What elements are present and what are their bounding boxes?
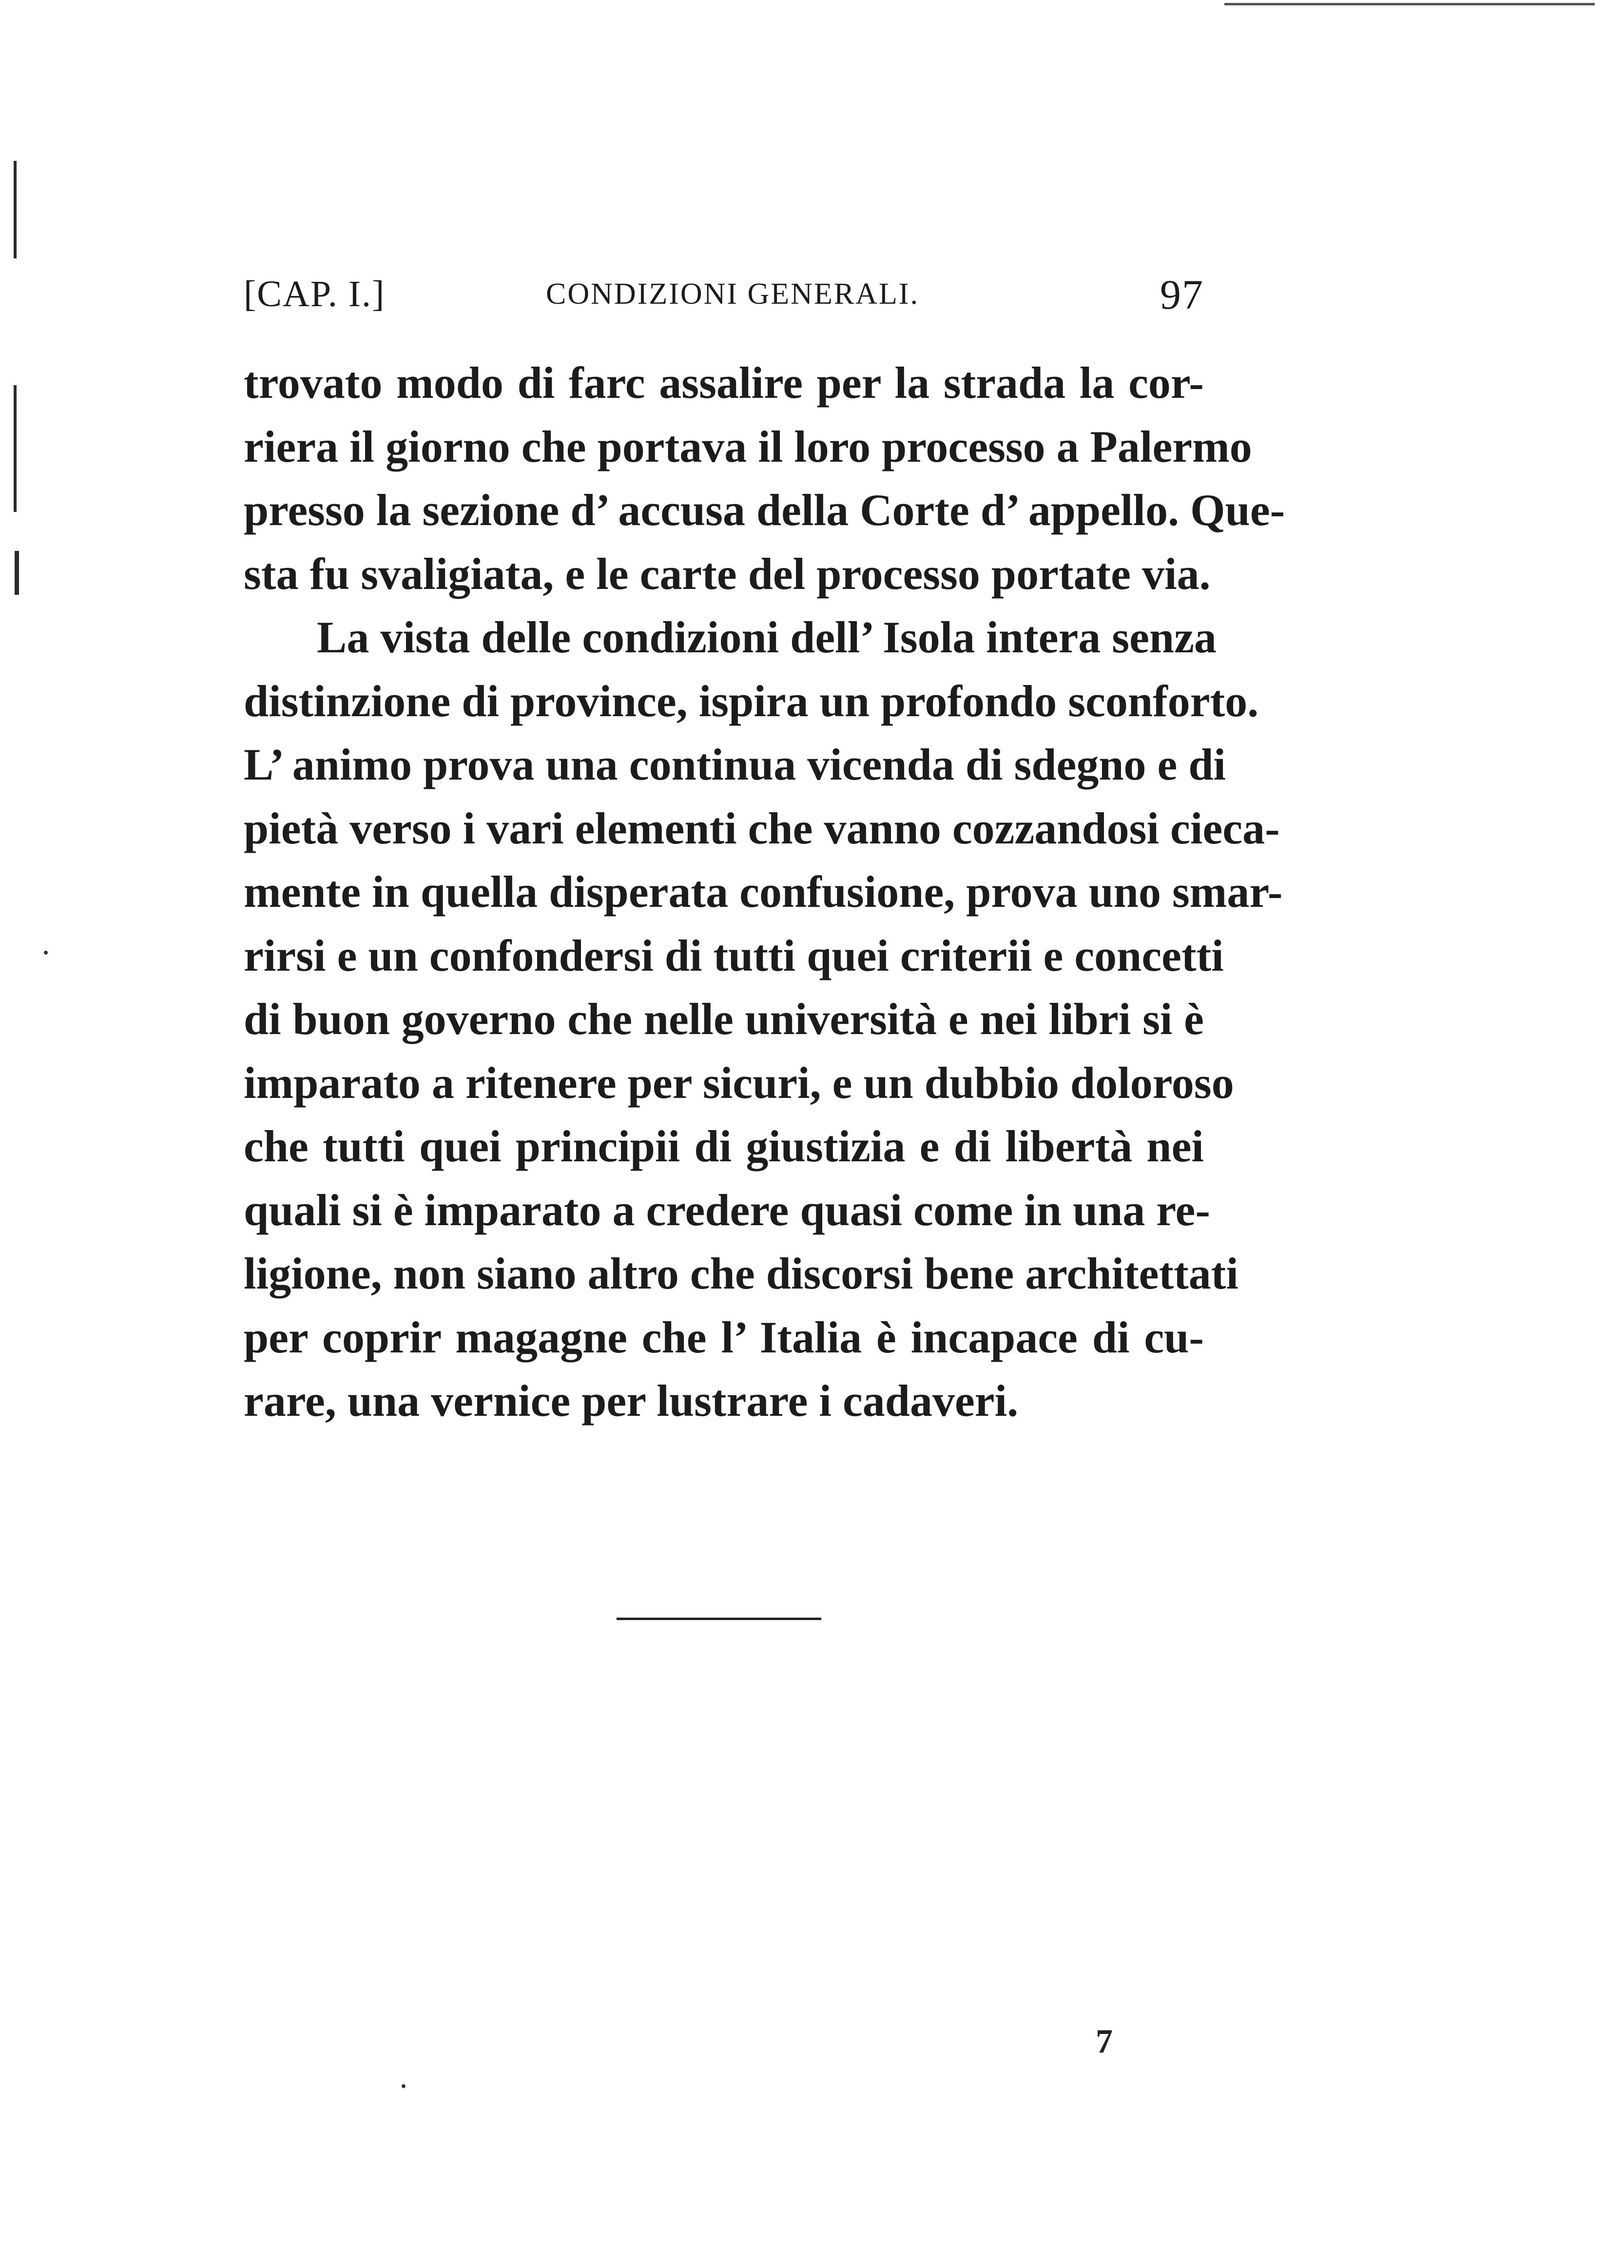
page-number: 97 [1160, 271, 1204, 318]
text-line: trovato modo di farc assalire per la strada la cor- [244, 358, 1204, 408]
scan-edge-mark [14, 385, 17, 512]
scan-speck [44, 951, 48, 955]
scan-edge-mark [15, 551, 19, 595]
text-line: L’ animo prova una continua vicenda di sdegno e di [244, 740, 1226, 789]
signature-mark: 7 [1096, 2023, 1113, 2060]
scan-edge-mark [14, 161, 17, 258]
scan-edge-mark [1224, 3, 1595, 5]
section-end-rule [617, 1618, 821, 1620]
text-line: quali si è imparato a credere quasi come in una re- [244, 1185, 1211, 1235]
text-line: sta fu svaligiata, e le carte del processo portate via. [244, 548, 1211, 599]
text-line: di buon governo che nelle università e nei libri si è [244, 994, 1204, 1044]
text-line: presso la sezione d’ accusa della Corte d’ appello. Que- [244, 485, 1285, 535]
text-line: ligione, non siano altro che discorsi bene architettati [244, 1249, 1238, 1298]
text-line: per coprir magagne che l’ Italia è incapace di cu- [244, 1312, 1204, 1362]
running-title: CONDIZIONI GENERALI. [546, 277, 919, 311]
text-line: rirsi e un confondersi di tutti quei criterii e concetti [244, 930, 1224, 980]
text-line: che tutti quei principii di giustizia e di libertà nei [244, 1121, 1204, 1171]
text-line: pietà verso i vari elementi che vanno cozzandosi cieca- [244, 803, 1280, 853]
text-line: distinzione di province, ispira un profondo sconforto. [244, 676, 1259, 726]
text-line: La vista delle condizioni dell’ Isola intera senza [317, 612, 1217, 662]
text-line: mente in quella disperata confusione, prova uno smar- [244, 867, 1283, 917]
text-line: riera il giorno che portava il loro processo a Palermo [244, 421, 1252, 471]
running-head [244, 273, 1204, 332]
text-line: rare, una vernice per lustrare i cadaveri. [244, 1376, 1019, 1426]
chapter-label: [CAP. I.] [244, 274, 386, 314]
body-text [244, 351, 1285, 1433]
text-line: imparato a ritenere per sicuri, e un dubbio doloroso [244, 1057, 1234, 1108]
scan-speck [402, 2084, 406, 2088]
